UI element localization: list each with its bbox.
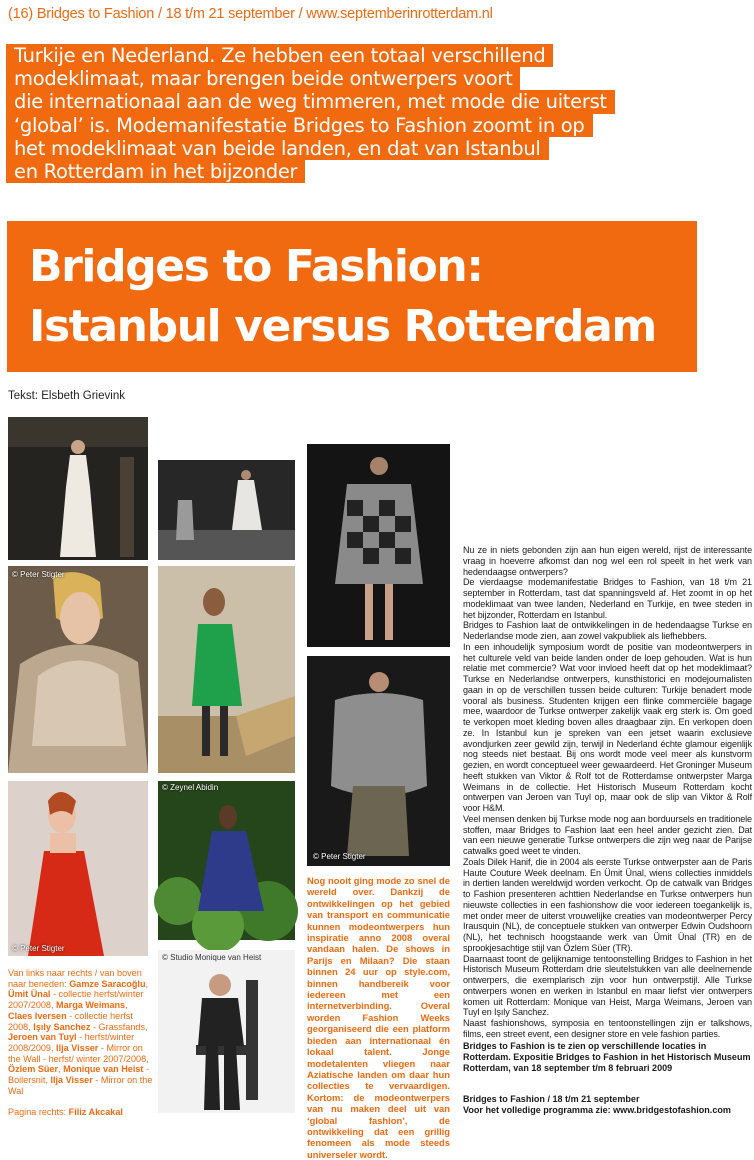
lede-line: ‘global’ is. Modemanifestatie Bridges to Fashion zoomt in op — [6, 114, 593, 137]
body-paragraph: De vierdaagse modemanifestatie Bridges to Fashion, van 18 t/m 21 september in Rotterdam, tast dat spanningsveld af. Het zoomt in op het modeklimaat van twee landen, Nederland en Turkije, en twee steden in het bijzonder, Rotterdam en Istanbul. — [463, 577, 752, 620]
designer-name: Jeroen van Tuyl — [8, 1032, 77, 1043]
photo-fur-coat — [8, 566, 148, 773]
photo-chair-designer — [158, 950, 295, 1113]
designer-name: Gamze Saracoğlu — [69, 978, 146, 989]
body-paragraph: Naast fashionshows, symposia en tentoonstellingen zijn er talkshows, films, een street event, een designer store en vele fashion parties. — [463, 1018, 752, 1039]
designer-name: Ilja Visser — [50, 1075, 93, 1086]
page-photo-credit: Pagina rechts: Filiz Akcakal — [8, 1107, 123, 1117]
photo-red-dress — [8, 781, 148, 956]
body-paragraph: Nu ze in niets gebonden zijn aan hun eigen wereld, rijst de interessante vraag in hoeverre afkomst dan nog wel een rol speelt in het werk van hedendaagse ontwerpers? — [463, 545, 752, 577]
caption-intro: Van links naar rechts / van boven naar beneden: — [8, 968, 142, 989]
photo-white-gown — [8, 417, 148, 560]
designer-name: Monique van Heist — [63, 1064, 144, 1075]
designer-name: Işıly Sanchez — [33, 1021, 91, 1032]
lede-line: die internationaal aan de weg timmeren, met mode die uiterst — [6, 90, 615, 113]
body-paragraph: Zoals Dilek Hanif, die in 2004 als eerste Turkse ontwerpster aan de Paris Haute Couture Week deelnam. En Ümit Ünal, wiens collecties inmiddels in dertien landen wereldwijd worden verkocht. Op de catwalk van Bridges to Fashion presenteren achttien Nederlandse en Turkse ontwerpers hun nieuwste collecties in een fashionshow die voor iedereen toegankelijk is, met onder meer de uiterst vrouwelijke creaties van modeontwerper Percy Irausquin (NL), de conceptuele stukken van ontwerper Edwin Oudshoorn (NL), het technisch hoogstaande werk van Ümit Ünal (TR) en de sprookjesachtige stijl van Özlem Süer (TR). — [463, 856, 752, 953]
photo-checkered-coat — [307, 444, 450, 647]
title-line-1: Bridges to Fashion: — [29, 241, 483, 292]
photo-catwalk-white — [158, 460, 295, 560]
photo-green-dress — [158, 566, 295, 773]
photo-caption: Van links naar rechts / van boven naar beneden: Gamze Saracoğlu, Ümit Ünal - collectie herfst/winter 2007/2008, Marga Weimans, Claes Iversen - collectie herfst 2008, Işıly Sanchez - Grassfands, Jeroen van Tuyl - herfst/winter 2008/2009, Ilja Visser - Mirror on the Wall - herfst/ winter 2007/2008, Özlem Süer, Monique van Heist - Boilersnit, Ilja Visser - Mirror on the Wal — [8, 968, 153, 1096]
body-paragraph: Bridges to Fashion laat de ontwikkelingen in de hedendaagse Turkse en Nederlandse mode zien, aan zowel vakpubliek als liefhebbers. — [463, 620, 752, 641]
event-website-line: Voor het volledige programma zie: www.bridgestofashion.com — [463, 1104, 731, 1115]
lede-line: en Rotterdam in het bijzonder — [6, 160, 305, 183]
designer-name: Ilja Visser — [56, 1042, 99, 1053]
photo-credit: © Peter Stigter — [12, 570, 65, 579]
body-paragraph: Daarnaast toont de gelijknamige tentoonstelling Bridges to Fashion in het Historisch Museum Rotterdam drie sleutelstukken van alle deelnemende ontwerpers, die exemplarisch zijn voor hun ontwerpstijl. Alle Turkse ontwerpers wonen en werken in Istanbul en maar liefst vier ontwerpers komen uit Rotterdam: Monique van Heist, Marga Weimans, Jeroen van Tuyl en Işıly Sanchez. — [463, 953, 752, 1018]
byline: Tekst: Elsbeth Grievink — [8, 390, 125, 402]
body-paragraph: Veel mensen denken bij Turkse mode nog aan borduursels en traditionele stoffen, maar Bridges to Fashion laat een heel ander gezicht zien. Dat van een nieuwe generatie Turkse ontwerpers die zijn weg naar de Parijse catwalks goed weet te vinden. — [463, 813, 752, 856]
designer-name: Ümit Ünal — [8, 989, 51, 1000]
lede-line: het modeklimaat van beide landen, en dat van Istanbul — [6, 137, 549, 160]
page-header: (16) Bridges to Fashion / 18 t/m 21 september / www.septemberinrotterdam.nl — [8, 6, 493, 22]
photo-credit: © Peter Stigter — [313, 852, 366, 861]
photo-green-leaves — [158, 781, 295, 940]
lede-line: modeklimaat, maar brengen beide ontwerpers voort — [6, 67, 520, 90]
lede-line: Turkije en Nederland. Ze hebben een totaal verschillend — [6, 44, 553, 67]
designer-name: Özlem Süer — [8, 1064, 59, 1075]
article-title — [7, 221, 697, 372]
body-text — [463, 545, 752, 1040]
photo-credit: © Peter Stigter — [12, 944, 65, 953]
designer-name: Marga Weimans — [56, 1000, 126, 1011]
event-dates — [463, 1094, 752, 1116]
photo-grey-drape — [307, 656, 450, 866]
photo-credit: © Studio Monique van Heist — [162, 953, 262, 962]
event-dates-line: Bridges to Fashion / 18 t/m 21 september — [463, 1094, 640, 1104]
body-paragraph: In een inhoudelijk symposium wordt de positie van modeontwerpers in het culturele veld van beide landen onder de loep gehouden. Wat is hun relatie met commercie? Wat voor invloed heeft dat op het modeklimaat? Turkse en Nederlandse ontwerpers, kunsthistorici en modejournalisten gaan in op de verschillen tussen beide culturen: Turkije benadert mode vooral als business. Studenten krijgen een flinke commerciële bagage mee, waardoor de Turkse ontwerper zakelijk vaak erg sterk is. Om goed te verkopen moet kleding boven alles draagbaar zijn. En verkopen doen ze. In Istanbul kun je spreken van een jetset waarin exclusieve avondjurken zeer gewild zijn, terwijl in Nederland échte glamour eigenlijk nog steeds niet bestaat. Bij ons wordt mode veel meer als kunstvorm gezien, en wordt conceptueel weer gewaardeerd. Het Groninger Museum heeft stukken van Viktor & Rolf tot de Rotterdamse ontwerpster Marga Weimans in de collectie. Het Historisch Museum Rotterdam kocht ontwerpen van Jeroen van Tuyl op, maar ook de slip van Viktor & Rolf voor H&M. — [463, 641, 752, 813]
event-info: Bridges to Fashion is te zien op verschillende locaties in Rotterdam. Expositie Bridges to Fashion in het Historisch Museum Rotterdam, van 18 september t/m 8 februari 2009 — [463, 1041, 751, 1073]
designer-name: Claes Iversen — [8, 1010, 67, 1021]
lede-block — [6, 44, 718, 183]
title-line-2: Istanbul versus Rotterdam — [29, 301, 656, 352]
photo-credit: © Zeynel Abidin — [162, 783, 219, 792]
pull-quote: Nog nooit ging mode zo snel de wereld over. Dankzij de ontwikkelingen op het gebied van transport en communicatie kunnen modeontwerpers hun inspiratie anno 2008 overal vandaan halen. De shows in Parijs en Milaan? Die staan binnen 24 uur op style.com, binnen handbereik voor iedereen met een internetverbinding. Overal worden Fashion Weeks georganiseerd die een platform bieden aan internationaal én lokaal talent. Jonge modetalenten vliegen naar Aziatische landen om daar hun collecties te vervaardigen. Kortom: de modeontwerpers van nu maken deel uit van ‘global fashion’, de ontwikkeling dat een grillig fenomeen als mode steeds universeler wordt. — [307, 875, 450, 1160]
